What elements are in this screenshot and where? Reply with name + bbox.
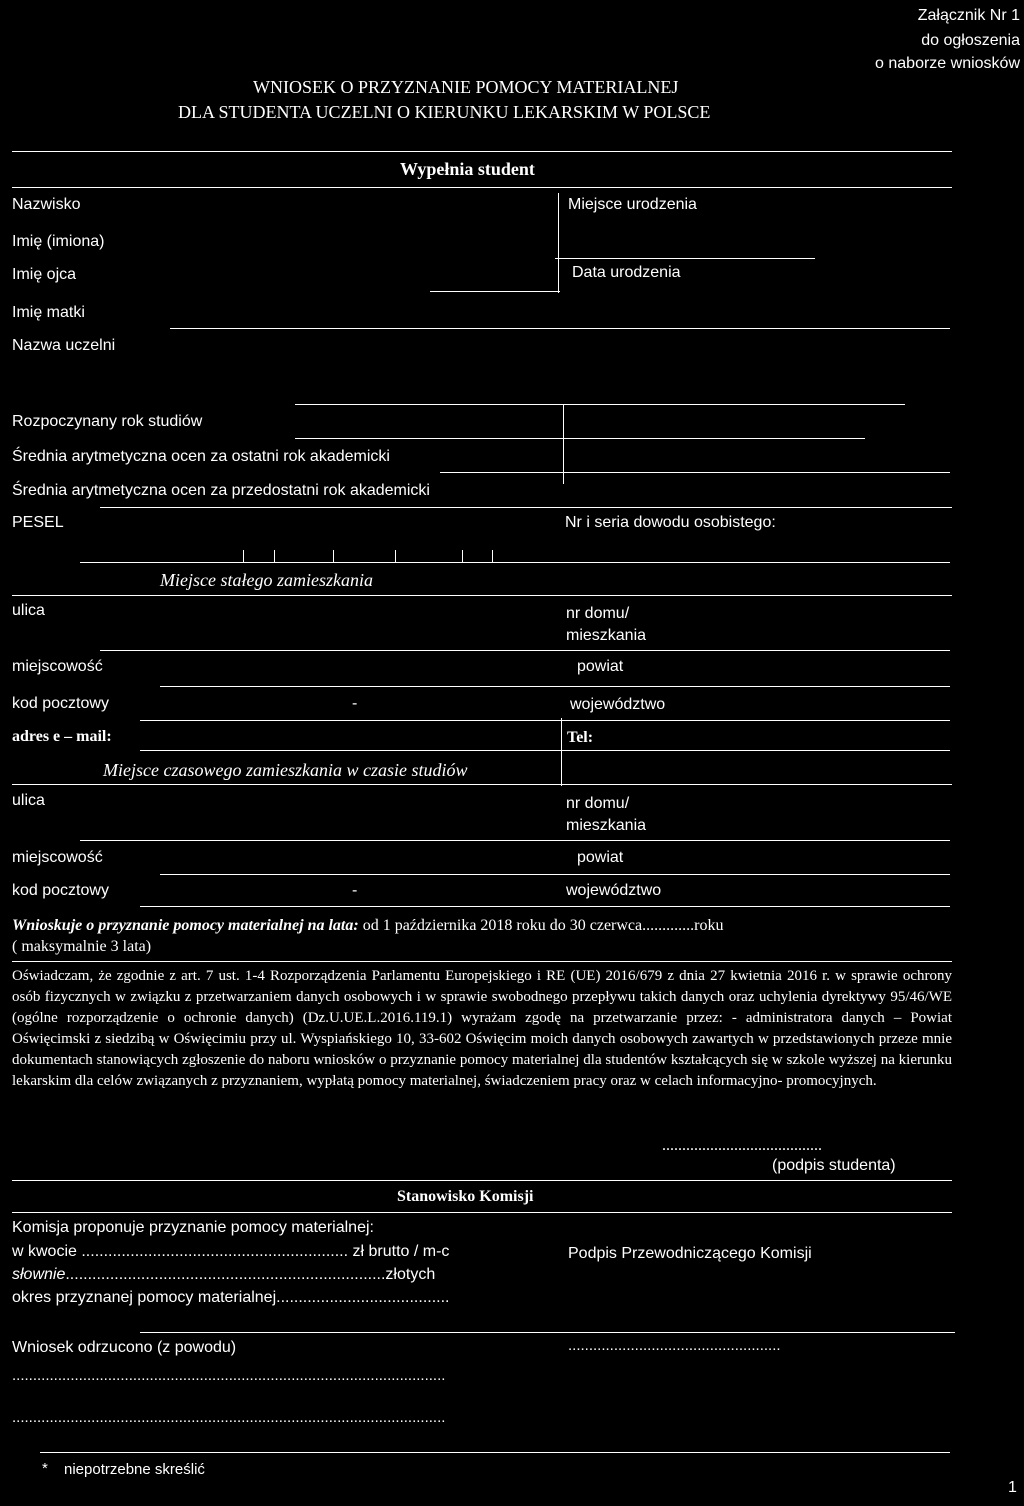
commission-dots-right[interactable]: ...................................................	[568, 1337, 781, 1354]
field-line-miejscowosc-temp[interactable]	[160, 874, 950, 875]
field-line-srednia-ostatni[interactable]	[440, 472, 950, 473]
label-miejsce-urodzenia: Miejsce urodzenia	[568, 196, 697, 213]
label-ulica: ulica	[12, 602, 45, 619]
field-line-ulica-temp[interactable]	[80, 840, 950, 841]
label-wojewodztwo: województwo	[570, 696, 666, 713]
section-header-student: Wypełnia student	[400, 159, 535, 179]
page-number: 1	[1008, 1479, 1017, 1496]
label-nr-domu-temp-line1: nr domu/	[566, 795, 630, 812]
label-powiat: powiat	[577, 658, 624, 675]
label-kod-pocztowy-temp: kod pocztowy	[12, 882, 109, 899]
section-header-temporary-address: Miejsce czasowego zamieszkania w czasie studiów	[103, 760, 468, 780]
label-pesel: PESEL	[12, 514, 64, 531]
divider	[12, 595, 952, 596]
request-lead: Wnioskuje o przyznanie pomocy materialnej na lata:	[12, 917, 359, 934]
label-wojewodztwo-temp: województwo	[566, 882, 662, 899]
request-period: od 1 października 2018 roku do 30 czerwca.............roku	[358, 917, 724, 934]
label-email: adres e – mail:	[12, 728, 112, 745]
column-separator	[558, 193, 559, 293]
label-miejscowosc: miejscowość	[12, 658, 103, 675]
label-imie-matki: Imię matki	[12, 304, 85, 321]
label-nr-domu-temp-line2: mieszkania	[566, 817, 647, 834]
commission-reason-line-1[interactable]: ........................................................................................................	[12, 1367, 446, 1384]
divider	[12, 961, 952, 962]
signature-dots[interactable]: ........................................	[662, 1137, 822, 1154]
label-kod-pocztowy: kod pocztowy	[12, 695, 109, 712]
divider	[12, 187, 952, 188]
section-header-permanent-address: Miejsce stałego zamieszkania	[160, 570, 373, 590]
annex-line-2: do ogłoszenia	[921, 32, 1020, 49]
annex-line-1: Załącznik Nr 1	[917, 7, 1020, 24]
pesel-tick	[333, 550, 334, 562]
words-rest: ........................................................................złotych	[65, 1266, 436, 1283]
pesel-tick	[492, 550, 493, 562]
signature-label: (podpis studenta)	[772, 1157, 896, 1174]
annex-line-3: o naborze wniosków	[875, 55, 1020, 72]
field-line-imie-matki[interactable]	[170, 328, 950, 329]
consent-text: Oświadczam, że zgodnie z art. 7 ust. 1-4 Rozporządzenia Parlamentu Europejskiego i RE (UE) 2016/679 z dnia 27 kwietnia 2016 r. w sprawie ochrony osób fizycznych w związku z przetwarzaniem danych osobowych i w sprawie swobodnego przepływu takich danych oraz uchylenia dyrektywy 95/46/WE (ogólne rozporządzenie o ochronie danych) (Dz.U.UE.L.2016.119.1) wyrażam zgodę na przetwarzanie przez: - administratora danych – Powiat Oświęcimski z siedzibą w Oświęcimiu przy ul. Wyspiańskiego 10, 33-602 Oświęcim moich danych osobowych zawartych w przedstawionych przeze mnie dokumentach stanowiących zgłoszenie do naboru wniosków o przyznanie pomocy materialnej dla studentów kształcących się w szkole wyższej na kierunku lekarskim dla celów związanych z przyznaniem, wypłatą pomocy materialnej, świadczeniem pracy oraz w celach informacyjno- promocyjnych.	[12, 968, 952, 1089]
label-powiat-temp: powiat	[577, 849, 624, 866]
field-line-pesel[interactable]	[80, 562, 950, 563]
footnote-star: *	[42, 1460, 48, 1477]
divider	[12, 1180, 952, 1181]
label-imie: Imię (imiona)	[12, 233, 105, 250]
field-line-miejsce-urodzenia[interactable]	[555, 258, 815, 259]
commission-proposes: Komisja proponuje przyznanie pomocy materialnej:	[12, 1219, 374, 1236]
pesel-tick	[243, 550, 244, 562]
section-header-commission: Stanowisko Komisji	[397, 1188, 534, 1205]
field-line-rok-studiow[interactable]	[295, 438, 865, 439]
commission-words[interactable]	[12, 1267, 435, 1283]
divider	[295, 404, 905, 405]
footnote-text: niepotrzebne skreślić	[64, 1461, 205, 1478]
label-nr-domu-line1: nr domu/	[566, 605, 630, 622]
words-lead: słownie	[12, 1266, 66, 1283]
pesel-tick	[274, 550, 275, 562]
label-nazwisko: Nazwisko	[12, 196, 81, 213]
label-srednia-przedostatni: Średnia arytmetyczna ocen za przedostatni rok akademicki	[12, 482, 430, 499]
label-miejscowosc-temp: miejscowość	[12, 849, 103, 866]
commission-rejected: Wniosek odrzucono (z powodu)	[12, 1339, 237, 1356]
postal-code-dash-temp: -	[352, 882, 358, 899]
field-line-kod-pocztowy-temp[interactable]	[140, 906, 950, 907]
commission-chair-sign: Podpis Przewodniczącego Komisji	[568, 1245, 812, 1262]
divider	[40, 1452, 950, 1453]
commission-reason-line-2[interactable]: ........................................................................................................	[12, 1409, 446, 1426]
request-line-2: ( maksymalnie 3 lata)	[12, 938, 152, 955]
divider	[140, 1332, 955, 1333]
pesel-tick	[462, 550, 463, 562]
label-nr-domu-line2: mieszkania	[566, 627, 647, 644]
field-line-miejscowosc[interactable]	[160, 686, 950, 687]
field-line-srednia-przedostatni[interactable]	[100, 507, 952, 508]
field-line-kod-pocztowy[interactable]	[140, 720, 950, 721]
label-rok-studiow: Rozpoczynany rok studiów	[12, 413, 203, 430]
request-line-1	[12, 918, 723, 934]
divider	[12, 1212, 952, 1213]
postal-code-dash: -	[352, 695, 358, 712]
title-line-2: DLA STUDENTA UCZELNI O KIERUNKU LEKARSKIM W POLSCE	[178, 102, 711, 122]
label-tel: Tel:	[567, 729, 594, 746]
label-imie-ojca: Imię ojca	[12, 266, 77, 283]
divider	[12, 151, 952, 152]
pesel-tick	[395, 550, 396, 562]
field-line-ulica[interactable]	[100, 650, 950, 651]
commission-amount[interactable]: w kwocie ............................................................ zł brutto / m-c	[12, 1243, 450, 1260]
label-ulica-temp: ulica	[12, 792, 45, 809]
commission-period[interactable]: okres przyznanej pomocy materialnej.......................................	[12, 1289, 450, 1306]
column-separator	[561, 718, 562, 786]
label-nazwa-uczelni: Nazwa uczelni	[12, 337, 116, 354]
label-data-urodzenia: Data urodzenia	[572, 264, 681, 281]
field-line-email[interactable]	[140, 750, 950, 751]
divider	[12, 784, 952, 785]
label-srednia-ostatni: Średnia arytmetyczna ocen za ostatni rok akademicki	[12, 448, 390, 465]
label-dowod: Nr i seria dowodu osobistego:	[565, 514, 776, 531]
field-line-data-urodzenia[interactable]	[430, 291, 560, 292]
title-line-1: WNIOSEK O PRZYZNANIE POMOCY MATERIALNEJ	[253, 77, 679, 97]
